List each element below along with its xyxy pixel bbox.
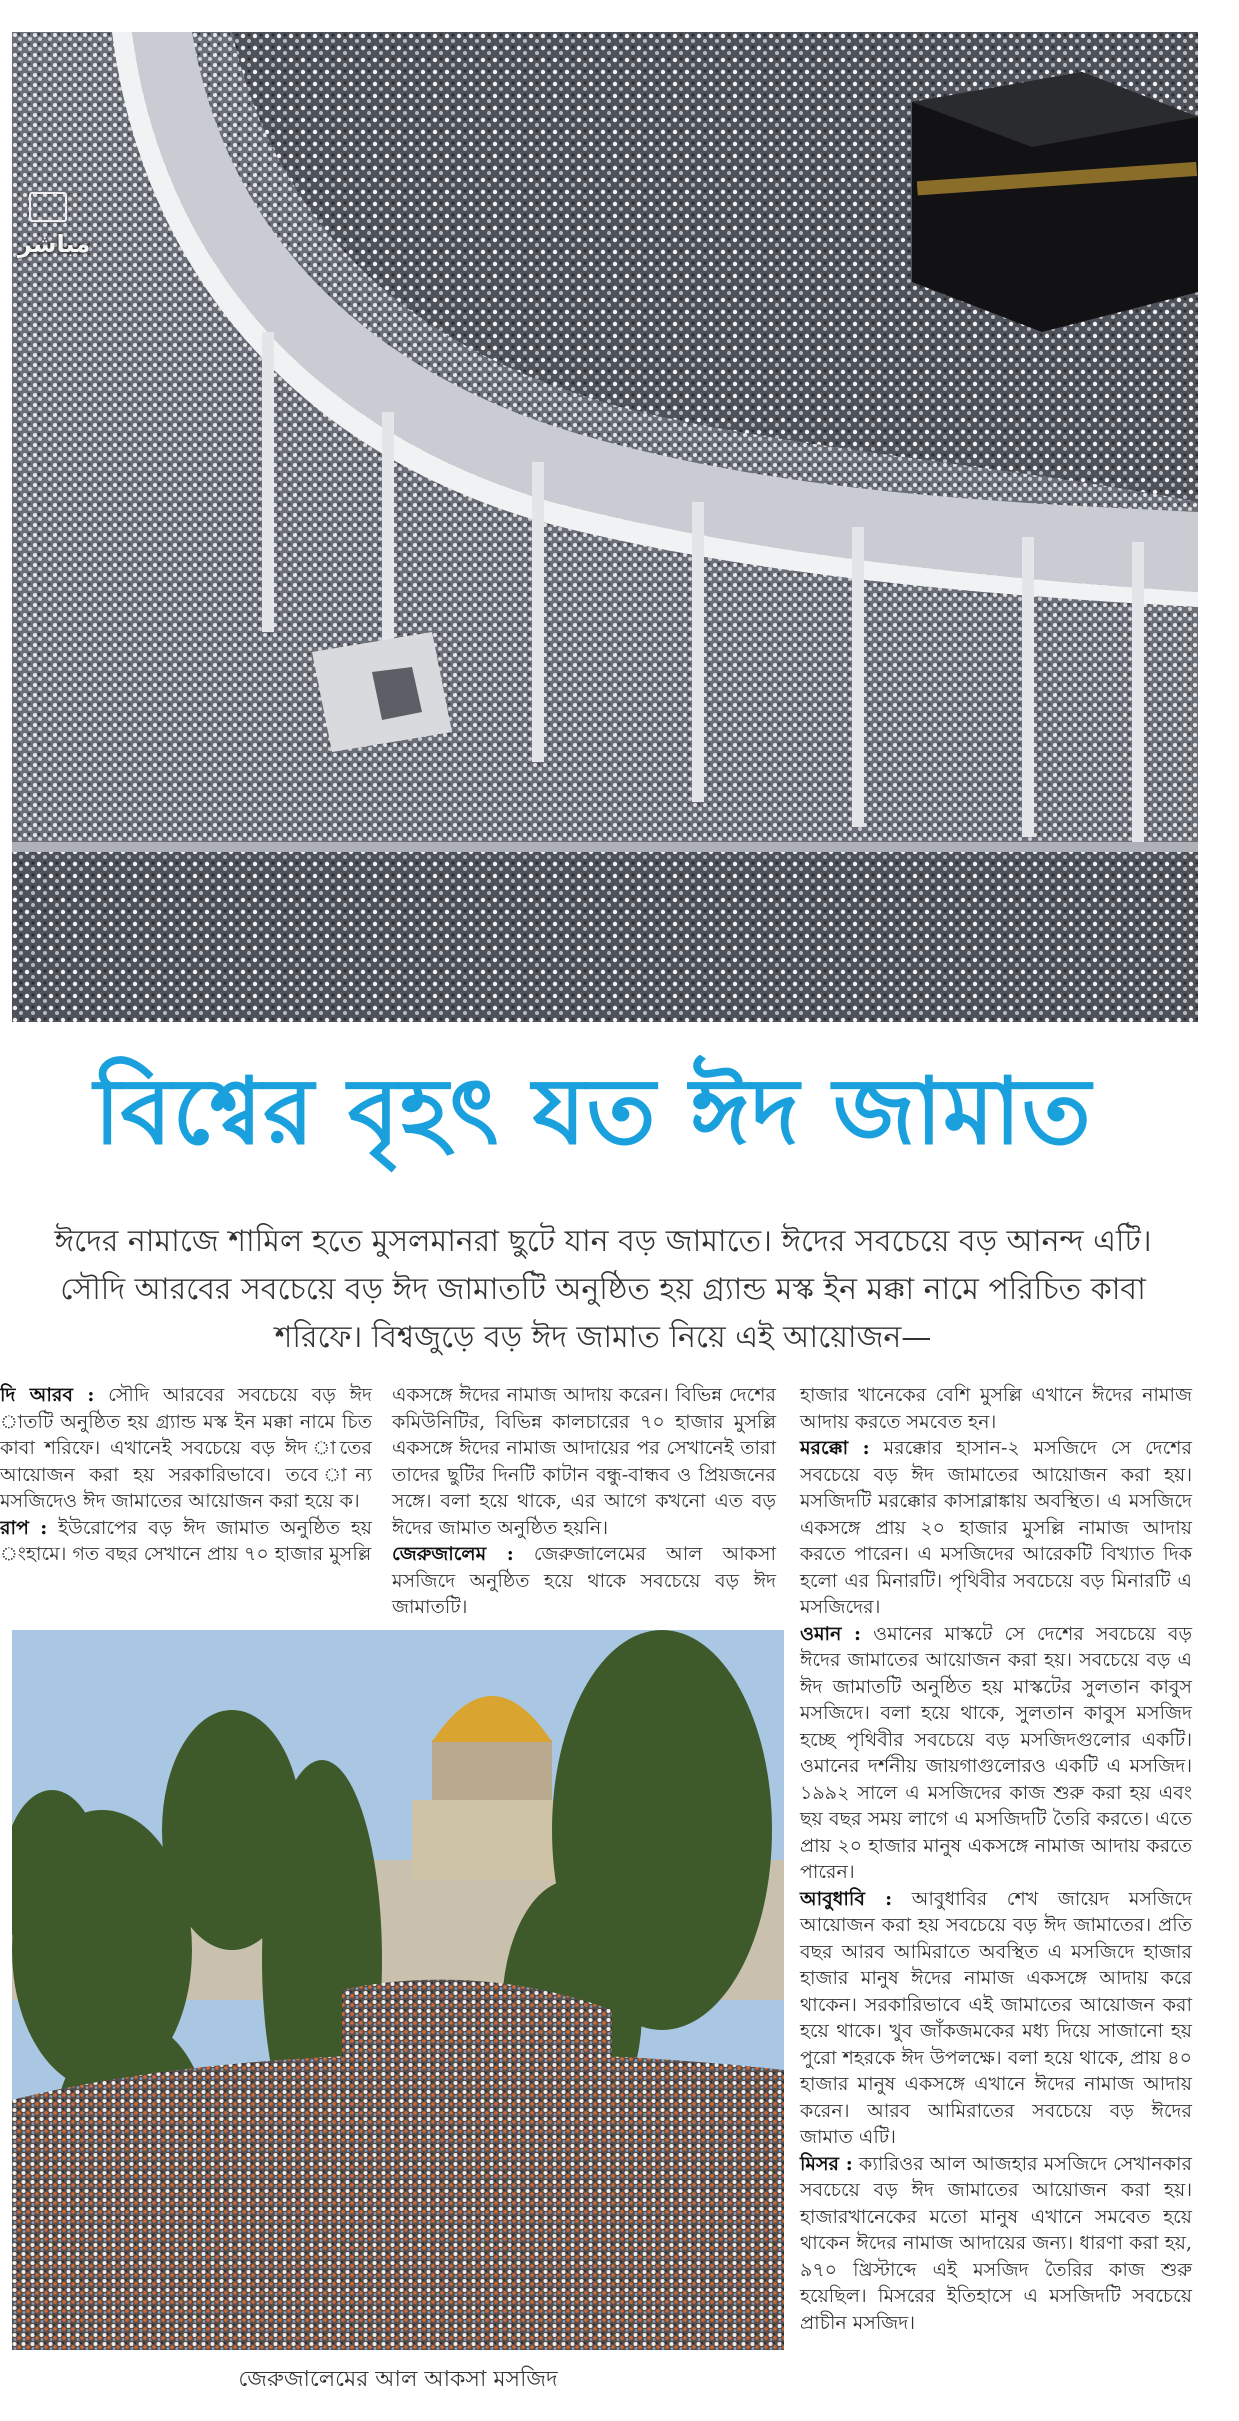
paragraph-lead: মিসর :	[800, 2152, 853, 2175]
paragraph-lead: জেরুজালেম :	[392, 1543, 514, 1565]
paragraph-abudhabi	[800, 1886, 1192, 2151]
article-column-1	[0, 1382, 372, 1568]
paragraph-europe-continued	[392, 1382, 776, 1541]
channel-logo-icon	[29, 192, 67, 222]
paragraph-oman	[800, 1621, 1192, 1886]
paragraph-text: সৌদি আরবের সবচেয়ে বড় ঈদ াতটি অনুষ্ঠিত হয় গ্র্যান্ড মস্ক ইন মক্কা নামে চিত কাবা শরিফে। এখানেই সবচেয়ে বড় ঈদ াতের আয়োজন করা হয় সরকারিভাবে। তবে ান্য মসজিদেও ঈদ জামাতের আয়োজন করা হয়ে ক।	[0, 1384, 372, 1512]
paragraph-text: ওমানের মাস্কটে সে দেশের সবচেয়ে বড় ঈদের জামাতের আয়োজন করা হয়। সবচেয়ে বড় এ ঈদ জামাতটি অনুষ্ঠিত হয় মাস্কটের সুলতান কাবুস মসজিদে। বলা হয়ে থাকে, সুলতান কাবুস মসজিদ হচ্ছে পৃথিবীর সবচেয়ে বড় মসজিদগুলোর একটি। ওমানের দর্শনীয় জায়গাগুলোরও একটি এ মসজিদ। ১৯৯২ সালে এ মসজিদের কাজ শুরু করা হয় এবং ছয় বছর সময় লাগে এ মসজিদটি তৈরি করতে। এতে প্রায় ২০ হাজার মানুষ একসঙ্গে নামাজ আদায় করতে পারেন।	[800, 1622, 1193, 1883]
live-channel-label	[18, 192, 91, 258]
photo-caption: জেরুজালেমের আল আকসা মসজিদ	[238, 2367, 558, 2392]
intro-paragraph: ঈদের নামাজে শামিল হতে মুসলমানরা ছুটে যান বড় জামাতে। ঈদের সবচেয়ে বড় আনন্দ এটি। সৌদি আরবের সবচেয়ে বড় ঈদ জামাতটি অনুষ্ঠিত হয় গ্র্যান্ড মস্ক ইন মক্কা নামে পরিচিত কাবা শরিফে। বিশ্বজুড়ে বড় ঈদ জামাত নিয়ে এই আয়োজন—	[54, 1224, 1152, 1355]
top-photo-kaaba	[12, 32, 1198, 1022]
kaaba-photo-illustration	[12, 32, 1198, 1022]
paragraph-continued	[800, 1382, 1192, 1435]
paragraph-lead: মরক্কো :	[800, 1437, 870, 1459]
page-title: বিশ্বের বৃহৎ যত ঈদ জামাত	[94, 1057, 1092, 1165]
paragraph-lead: আবুধাবি :	[800, 1887, 893, 1910]
paragraph-text: একসঙ্গে ঈদের নামাজ আদায় করেন। বিভিন্ন দেশের কমিউনিটির, বিভিন্ন কালচারের ৭০ হাজার মুসল্লি একসঙ্গে ঈদের নামাজ আদায়ের পর সেখানেই তারা তাদের ছুটির দিনটি কাটান বন্ধু-বান্ধব ও প্রিয়জনের সঙ্গে। বলা হয়ে থাকে, এর আগে কখনো এত বড় ঈদের জামাত অনুষ্ঠিত হয়নি।	[392, 1384, 776, 1539]
paragraph-egypt	[800, 2151, 1192, 2337]
paragraph-text: ইউরোপের বড় ঈদ জামাত অনুষ্ঠিত হয় ংহামে। গত বছর সেখানে প্রায় ৭০ হাজার মুসল্লি	[0, 1516, 372, 1565]
paragraph-text: জেরুজালেমের আল আকসা মসজিদে অনুষ্ঠিত হয়ে থাকে সবচেয়ে বড় ঈদ জামাতটি।	[392, 1543, 776, 1618]
al-aqsa-photo-illustration	[12, 1630, 784, 2350]
paragraph-text: হাজার খানেকের বেশি মুসল্লি এখানে ঈদের নামাজ আদায় করতে সমবেত হন।	[800, 1384, 1192, 1433]
paragraph-lead: দি আরব :	[0, 1384, 95, 1406]
paragraph-text: ক্যারিওর আল আজহার মসজিদে সেখানকার সবচেয়ে বড় ঈদ জামাতের আয়োজন করা হয়। হাজারখানেকের মতো মানুষ এখানে সমবেত হয়ে থাকেন ঈদের নামাজ আদায়ের জন্য। ধারণা করা হয়, ৯৭০ খ্রিস্টাব্দে এই মসজিদ তৈরির কাজ শুরু হয়েছিল। মিসরের ইতিহাসে এ মসজিদটি সবচেয়ে প্রাচীন মসজিদ।	[800, 2152, 1192, 2334]
channel-label-text: مباشر	[18, 230, 91, 258]
paragraph-lead: ওমান :	[800, 1622, 862, 1645]
paragraph-lead: রাপ :	[0, 1516, 48, 1539]
paragraph-text: মরক্কোর হাসান-২ মসজিদে সে দেশের সবচেয়ে বড় ঈদ জামাতের আয়োজন করা হয়। মসজিদটি মরক্কোর কাসাব্লাঙ্কায় অবস্থিত। এ মসজিদে একসঙ্গে প্রায় ২০ হাজার মুসল্লি নামাজ আদায় করতে পারেন। এ মসজিদের আরেকটি বিখ্যাত দিক হলো এর মিনারটি। পৃথিবীর সবচেয়ে বড় মিনারটি এ মসজিদের।	[800, 1437, 1192, 1618]
paragraph-jerusalem	[392, 1541, 776, 1621]
paragraph-saudi	[0, 1382, 372, 1515]
kaaba-shape	[912, 72, 1198, 332]
article-column-2	[392, 1382, 776, 1621]
article-column-3	[800, 1382, 1192, 2336]
paragraph-europe	[0, 1515, 372, 1568]
paragraph-text: আবুধাবির শেখ জায়েদ মসজিদে আয়োজন করা হয় সবচেয়ে বড় ঈদ জামাতের। প্রতি বছর আরব আমিরাতে অবস্থিত এ মসজিদে হাজার হাজার মানুষ ঈদের নামাজ একসঙ্গে আদায় করে থাকেন। সরকারিভাবে এই জামাতের আয়োজন করা হয়ে থাকে। খুব জাঁকজমকের মধ্য দিয়ে সাজানো হয় পুরো শহরকে ঈদ উপলক্ষে। বলা হয়ে থাকে, প্রায় ৪০ হাজার মানুষ একসঙ্গে এখানে ঈদের নামাজ আদায় করেন। আরব আমিরাতের সবচেয়ে বড় ঈদের জামাত এটি।	[800, 1887, 1192, 2148]
paragraph-morocco	[800, 1435, 1192, 1621]
bottom-photo-al-aqsa	[12, 1630, 784, 2350]
